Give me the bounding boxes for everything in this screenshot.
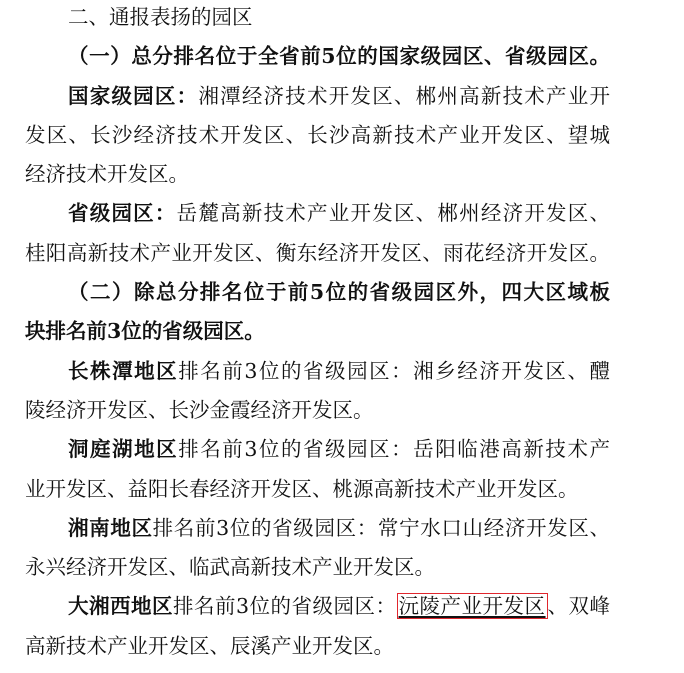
text: 排名前3位的省级园区：湘乡经济开发区、醴 bbox=[178, 358, 610, 383]
subsection-2-heading-cont: 块排名前3位的省级园区。 bbox=[25, 319, 265, 344]
national-parks-label: 国家级园区： bbox=[68, 83, 199, 108]
region-name: 洞庭湖地区 bbox=[68, 437, 179, 462]
national-parks-paragraph bbox=[25, 77, 610, 116]
region-changzhutan bbox=[25, 352, 610, 391]
document-body bbox=[25, 0, 610, 666]
text-line: 陵经济开发区、长沙金霞经济开发区。 bbox=[25, 397, 374, 422]
region-name: 长株潭地区 bbox=[68, 358, 179, 383]
subsection-1-heading: （一）总分排名位于全省前5位的国家级园区、省级园区。 bbox=[68, 44, 610, 69]
text: 湘潭经济技术开发区、郴州高新技术产业开 bbox=[198, 83, 610, 108]
highlighted-park[interactable]: 沅陵产业开发区 bbox=[398, 594, 546, 619]
text-line: 发区、长沙经济技术开发区、长沙高新技术产业开发区、望城 bbox=[25, 122, 610, 147]
subsection-2-heading: （二）除总分排名位于前5位的省级园区外，四大区域板 bbox=[68, 280, 610, 305]
text-line: 高新技术产业开发区、辰溪产业开发区。 bbox=[25, 633, 394, 658]
region-name: 湘南地区 bbox=[68, 515, 153, 540]
text: 岳麓高新技术产业开发区、郴州经济开发区、 bbox=[176, 201, 610, 226]
provincial-parks-paragraph bbox=[25, 194, 610, 233]
region-xiangnan bbox=[25, 509, 610, 548]
text-line: 业开发区、益阳长春经济开发区、桃源高新技术产业开发区。 bbox=[25, 476, 579, 501]
section-title: 二、通报表扬的园区 bbox=[68, 5, 253, 29]
text-line: 桂阳高新技术产业开发区、衡东经济开发区、雨花经济开发区。 bbox=[25, 240, 610, 265]
text: 排名前3位的省级园区：岳阳临港高新技术产 bbox=[178, 437, 610, 462]
region-name: 大湘西地区 bbox=[68, 594, 173, 619]
region-daxiangxi bbox=[25, 587, 610, 626]
text: 排名前3位的省级园区：常宁水口山经济开发区、 bbox=[152, 515, 610, 540]
region-dongtinghu bbox=[25, 430, 610, 469]
provincial-parks-label: 省级园区： bbox=[68, 201, 177, 226]
text-line: 永兴经济开发区、临武高新技术产业开发区。 bbox=[25, 555, 435, 580]
text-line: 经济技术开发区。 bbox=[25, 162, 189, 187]
text: 排名前3位的省级园区： bbox=[173, 594, 397, 619]
text: 、双峰 bbox=[547, 594, 610, 619]
